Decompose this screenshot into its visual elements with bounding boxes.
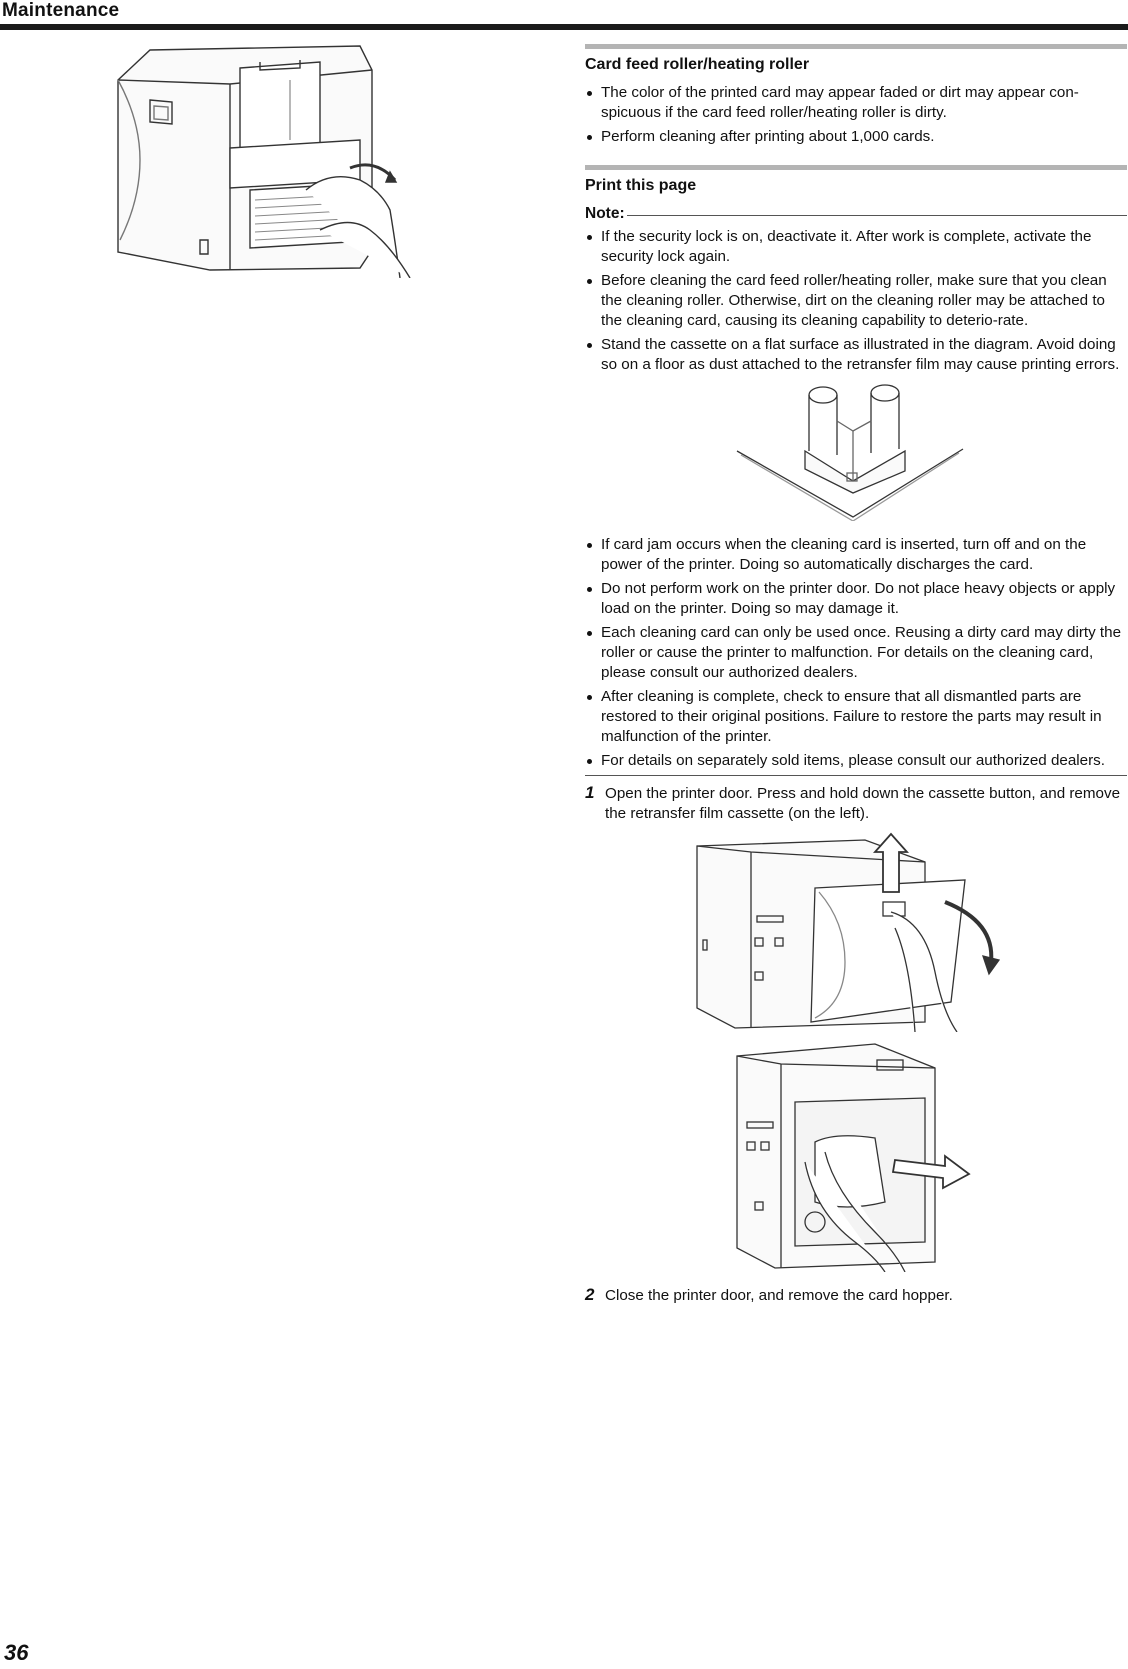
- right-column: [585, 44, 1127, 1306]
- step-number: 1: [585, 783, 595, 802]
- remove-cassette-illustration: [735, 1042, 1127, 1278]
- list-item: Perform cleaning after printing about 1,000 cards.: [585, 127, 1127, 147]
- section-title-card-feed-roller: Card feed roller/heating roller: [585, 56, 810, 73]
- printer-cleaning-illustration: [110, 40, 430, 278]
- step-2: [585, 1286, 1127, 1306]
- header-rule: [0, 24, 1128, 30]
- note-bullets-after-figure: [585, 535, 1127, 771]
- list-item: After cleaning is complete, check to ensure that all dismantled parts are restored to their original positions. Failure to restore the parts may result in malfunction of the printer.: [585, 687, 1127, 747]
- list-item: Stand the cassette on a flat surface as illustrated in the diagram. Avoid doing so on a floor as dust attached to the retransfer film may cause printing errors.: [585, 335, 1127, 375]
- section-bar: [585, 44, 1127, 49]
- step-number: 2: [585, 1285, 595, 1304]
- printer-open-door-illustration: [695, 832, 1127, 1038]
- section-title-print-this-page: Print this page: [585, 177, 697, 194]
- page-header-title: Maintenance: [2, 0, 120, 21]
- cassette-standing-illustration: [735, 381, 1127, 527]
- note-heading: [585, 204, 1127, 224]
- page-number: 36: [4, 1640, 29, 1665]
- list-item: The color of the printed card may appear faded or dirt may appear con-spicuous if the card feed roller/heating roller is dirty.: [585, 83, 1127, 123]
- list-item: Before cleaning the card feed roller/heating roller, make sure that you clean the cleaning roller. Otherwise, dirt on the cleaning roller may be attached to the cleaning card, causing its cleaning capability to deterio-rate.: [585, 271, 1127, 331]
- list-item: Do not perform work on the printer door. Do not place heavy objects or apply load on the printer. Doing so may damage it.: [585, 579, 1127, 619]
- note-bullets-before-figure: [585, 227, 1127, 375]
- note-label: Note:: [585, 205, 625, 222]
- card-feed-roller-bullets: [585, 83, 1127, 147]
- note-rule: [627, 215, 1127, 216]
- step-1: [585, 784, 1127, 824]
- step-text: Close the printer door, and remove the card hopper.: [605, 1287, 953, 1304]
- list-item: For details on separately sold items, please consult our authorized dealers.: [585, 751, 1127, 771]
- list-item: If the security lock is on, deactivate it. After work is complete, activate the security lock again.: [585, 227, 1127, 267]
- list-item: Each cleaning card can only be used once. Reusing a dirty card may dirty the roller or cause the printer to malfunction. For details on the cleaning card, please consult our authorized dealers.: [585, 623, 1127, 683]
- note-end-rule: [585, 775, 1127, 776]
- step-text: Open the printer door. Press and hold down the cassette button, and remove the retransfer film cassette (on the left).: [605, 785, 1121, 822]
- section-bar: [585, 165, 1127, 170]
- list-item: If card jam occurs when the cleaning card is inserted, turn off and on the power of the printer. Doing so automatically discharges the card.: [585, 535, 1127, 575]
